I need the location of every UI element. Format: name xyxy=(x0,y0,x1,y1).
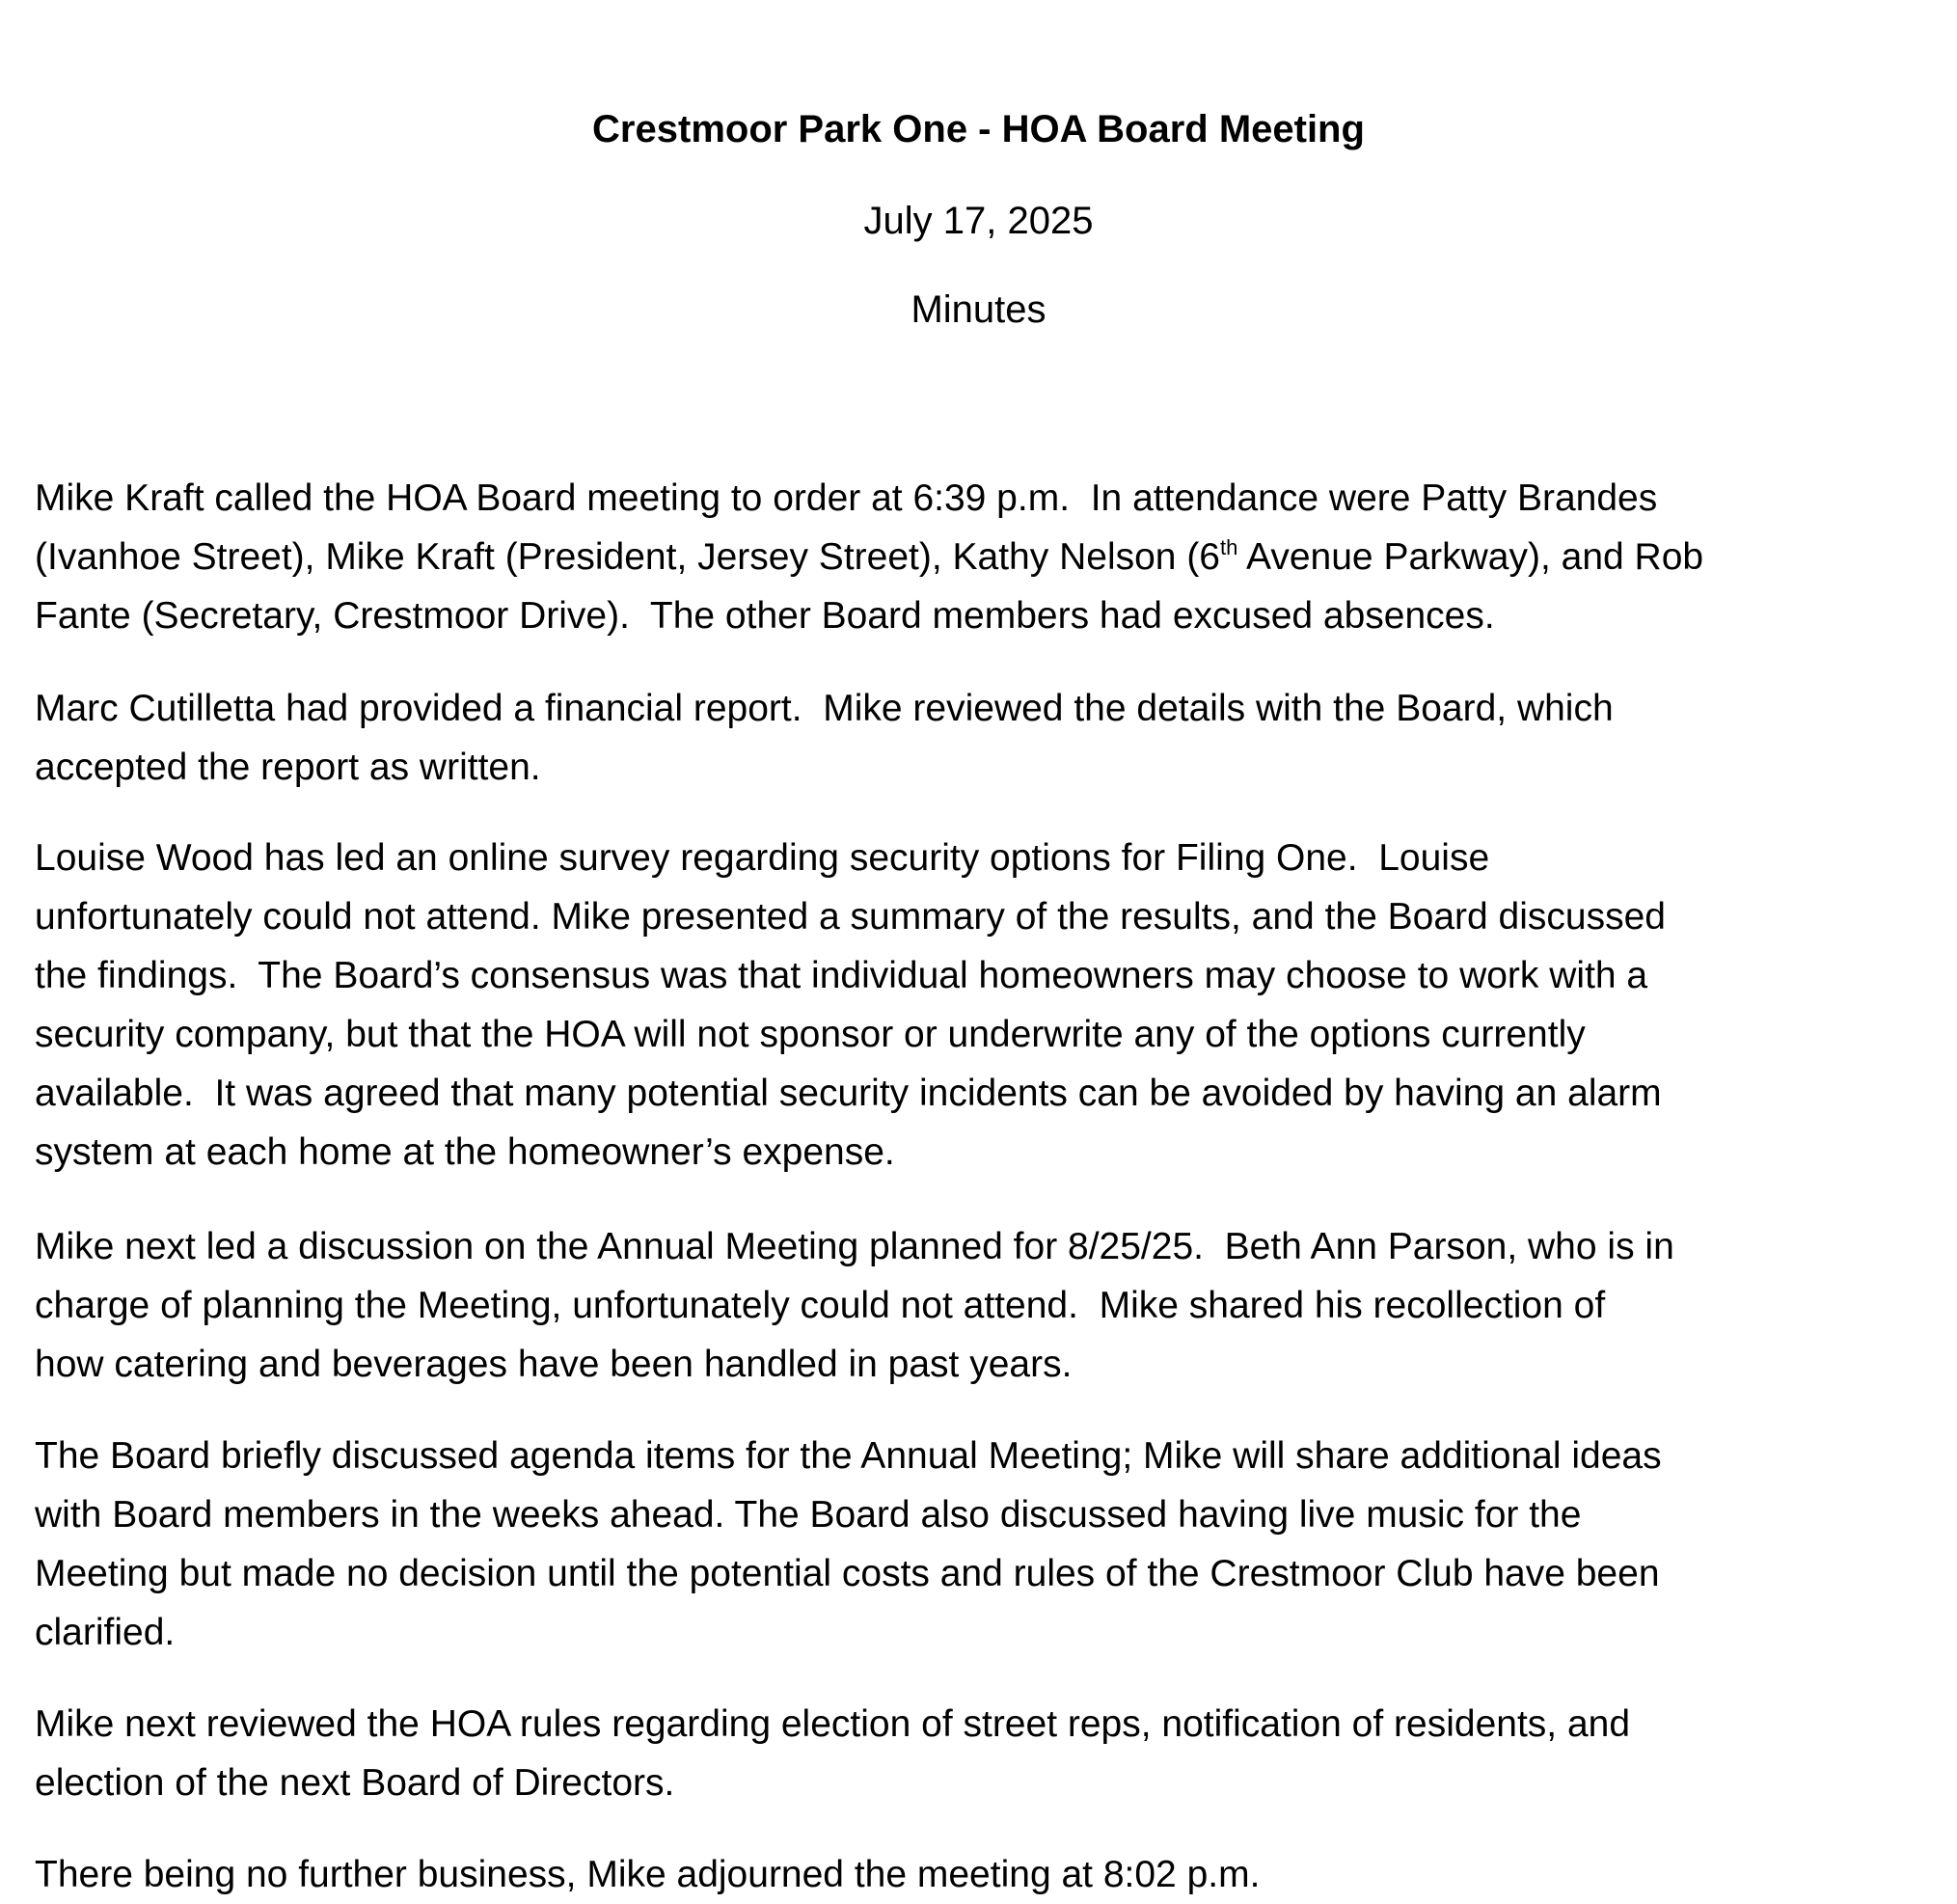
paragraph-annual-meeting xyxy=(35,1217,1925,1394)
paragraph-line xyxy=(35,528,1925,586)
paragraph-line: security company, but that the HOA will not sponsor or underwrite any of the options currently xyxy=(35,1014,1586,1055)
document-title: Crestmoor Park One - HOA Board Meeting xyxy=(592,108,1365,150)
paragraph-security-survey xyxy=(35,829,1925,1182)
paragraph-agenda-items xyxy=(35,1427,1925,1662)
paragraph-line: Mike Kraft called the HOA Board meeting to order at 6:39 p.m. In attendance were Patty Brandes xyxy=(35,477,1658,519)
paragraph-line: unfortunately could not attend. Mike presented a summary of the results, and the Board discussed xyxy=(35,896,1666,938)
paragraph-line: Mike next led a discussion on the Annual Meeting planned for 8/25/25. Beth Ann Parson, who is in xyxy=(35,1226,1674,1267)
ordinal-superscript: th xyxy=(1220,535,1238,559)
paragraph-line: Marc Cutilletta had provided a financial report. Mike reviewed the details with the Board, which xyxy=(35,688,1614,729)
paragraph-line: how catering and beverages have been handled in past years. xyxy=(35,1344,1073,1385)
paragraph-hoa-rules xyxy=(35,1695,1925,1812)
document-subtitle: Minutes xyxy=(911,288,1046,331)
line-text: Avenue Parkway), and Rob xyxy=(1237,536,1704,578)
paragraph-line: with Board members in the weeks ahead. The Board also discussed having live music for the xyxy=(35,1494,1582,1536)
paragraph-line: system at each home at the homeowner’s expense. xyxy=(35,1131,895,1173)
paragraph-line: There being no further business, Mike adjourned the meeting at 8:02 p.m. xyxy=(35,1854,1261,1895)
paragraph-line: accepted the report as written. xyxy=(35,747,541,788)
paragraph-line: Louise Wood has led an online survey regarding security options for Filing One. Louise xyxy=(35,837,1490,879)
paragraph-line: Fante (Secretary, Crestmoor Drive). The other Board members had excused absences. xyxy=(35,595,1495,637)
paragraph-line: charge of planning the Meeting, unfortunately could not attend. Mike shared his recollection of xyxy=(35,1285,1606,1326)
paragraph-line: available. It was agreed that many potential security incidents can be avoided by having an alarm xyxy=(35,1073,1662,1114)
meeting-date: July 17, 2025 xyxy=(863,200,1094,242)
paragraph-line: clarified. xyxy=(35,1612,176,1653)
paragraph-line: Meeting but made no decision until the potential costs and rules of the Crestmoor Club have been xyxy=(35,1553,1660,1594)
paragraph-line: the findings. The Board’s consensus was that individual homeowners may choose to work with a xyxy=(35,955,1648,996)
paragraph-adjournment xyxy=(35,1845,1925,1904)
line-text: (Ivanhoe Street), Mike Kraft (President, Jersey Street), Kathy Nelson (6 xyxy=(35,536,1220,578)
paragraph-line: Mike next reviewed the HOA rules regarding election of street reps, notification of residents, and xyxy=(35,1703,1631,1745)
paragraph-line: election of the next Board of Directors. xyxy=(35,1762,675,1804)
paragraph-call-to-order xyxy=(35,469,1925,645)
paragraph-line: The Board briefly discussed agenda items for the Annual Meeting; Mike will share additional ideas xyxy=(35,1435,1662,1477)
paragraph-financial-report xyxy=(35,679,1925,797)
